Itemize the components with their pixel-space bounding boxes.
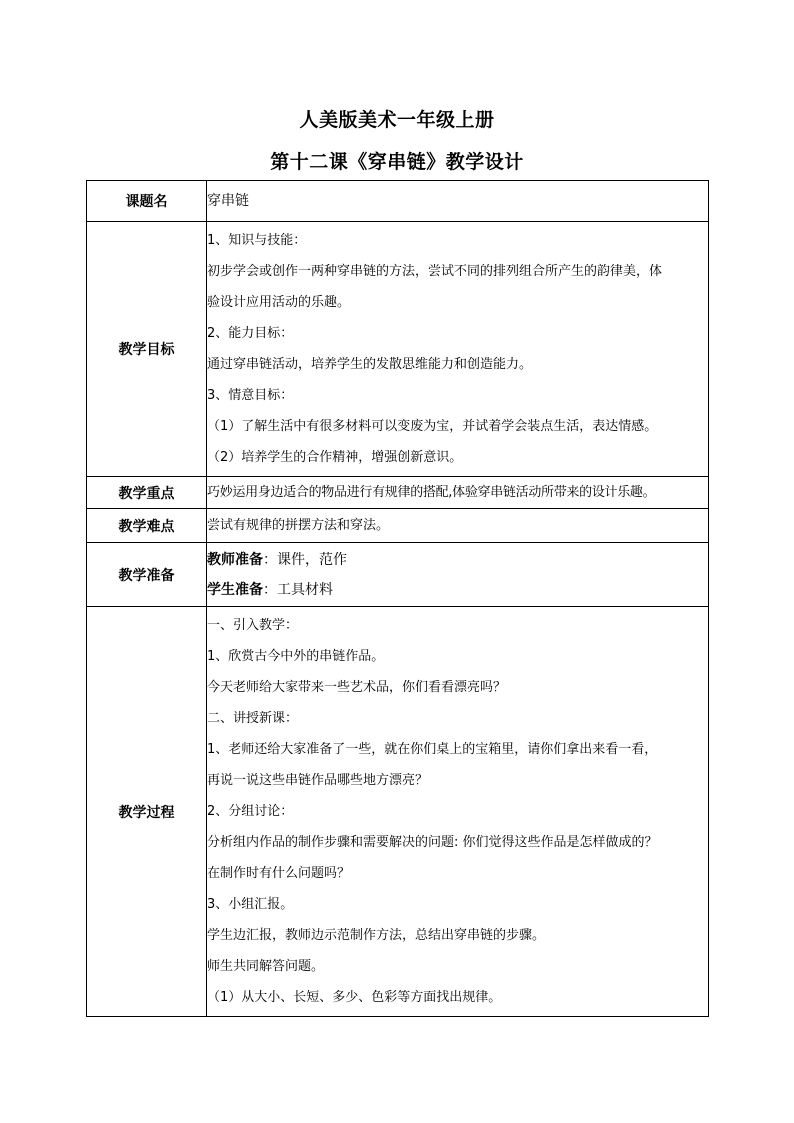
process-line: 2、分组讨论：: [207, 804, 294, 819]
table-row-topic: [87, 181, 709, 222]
process-content: [207, 607, 709, 1017]
topic-value: [207, 181, 709, 222]
process-line: 分析组内作品的制作步骤和需要解决的问题: 你们觉得这些作品是怎样做成的？: [207, 835, 658, 850]
preparation-content: [207, 543, 709, 607]
objectives-label: 教学目标: [87, 222, 207, 477]
student-preparation: [207, 575, 708, 605]
lesson-plan-table: [86, 180, 709, 1017]
difficulties-text: 尝试有规律的拼摆方法和穿法。: [207, 518, 390, 533]
document-subtitle: 第十二课《穿串链》教学设计: [270, 151, 524, 173]
process-line: 学生边汇报，教师边示范制作方法，总结出穿串链的步骤。: [207, 928, 546, 943]
document-title: 人美版美术一年级上册: [299, 109, 495, 131]
teacher-preparation-prefix: 教师准备: [207, 551, 263, 568]
key-points-label: 教学重点: [87, 477, 207, 509]
key-points-text: 巧妙运用身边适合的物品进行有规律的搭配,体验穿串链活动所带来的设计乐趣。: [207, 485, 656, 500]
process-line: 师生共同解答问题。: [207, 959, 325, 974]
table-row-preparation: [87, 543, 709, 607]
table-row-difficulties: [87, 509, 709, 543]
process-line: （1）从大小、长短、多少、色彩等方面找出规律。: [207, 990, 502, 1005]
key-points-content: [207, 477, 709, 509]
process-line: 1、老师还给大家准备了一些，就在你们桌上的宝箱里，请你们拿出来看一看，: [207, 742, 658, 757]
process-line: 1、欣赏古今中外的串链作品。: [207, 649, 385, 664]
topic-label: 课题名: [87, 181, 207, 222]
process-line: 二、讲授新课：: [207, 711, 299, 726]
objectives-line: 验设计应用活动的乐趣。: [207, 295, 351, 310]
process-line: 今天老师给大家带来一些艺术品，你们看看漂亮吗？: [207, 680, 507, 695]
process-line: 一、引入教学：: [207, 618, 299, 633]
difficulties-content: [207, 509, 709, 543]
student-preparation-prefix: 学生准备: [207, 581, 263, 598]
process-line: 3、小组汇报。: [207, 897, 294, 912]
objectives-content: [207, 222, 709, 477]
teacher-preparation: [207, 545, 708, 575]
teacher-preparation-value: ：课件，范作: [263, 551, 347, 568]
objectives-line: 1、知识与技能：: [207, 233, 307, 248]
objectives-line: 通过穿串链活动，培养学生的发散思维能力和创造能力。: [207, 357, 533, 372]
table-row-process: [87, 607, 709, 1017]
objectives-line: 3、情意目标：: [207, 388, 294, 403]
objectives-line: （1）了解生活中有很多材料可以变废为宝，并试着学会装点生活，表达情感。: [207, 419, 658, 434]
process-label: 教学过程: [87, 607, 207, 1017]
table-row-objectives: [87, 222, 709, 477]
topic-text: 穿串链: [207, 193, 249, 209]
student-preparation-value: ：工具材料: [263, 581, 333, 598]
objectives-line: 初步学会或创作一两种穿串链的方法，尝试不同的排列组合所产生的韵律美，体: [207, 264, 663, 279]
difficulties-label: 教学难点: [87, 509, 207, 543]
preparation-label: 教学准备: [87, 543, 207, 607]
process-line: 再说一说这些串链作品哪些地方漂亮？: [207, 773, 429, 788]
objectives-line: （2）培养学生的合作精神，增强创新意识。: [207, 450, 463, 465]
table-row-key-points: [87, 477, 709, 509]
process-line: 在制作时有什么问题吗？: [207, 866, 351, 881]
objectives-line: 2、能力目标：: [207, 326, 294, 341]
